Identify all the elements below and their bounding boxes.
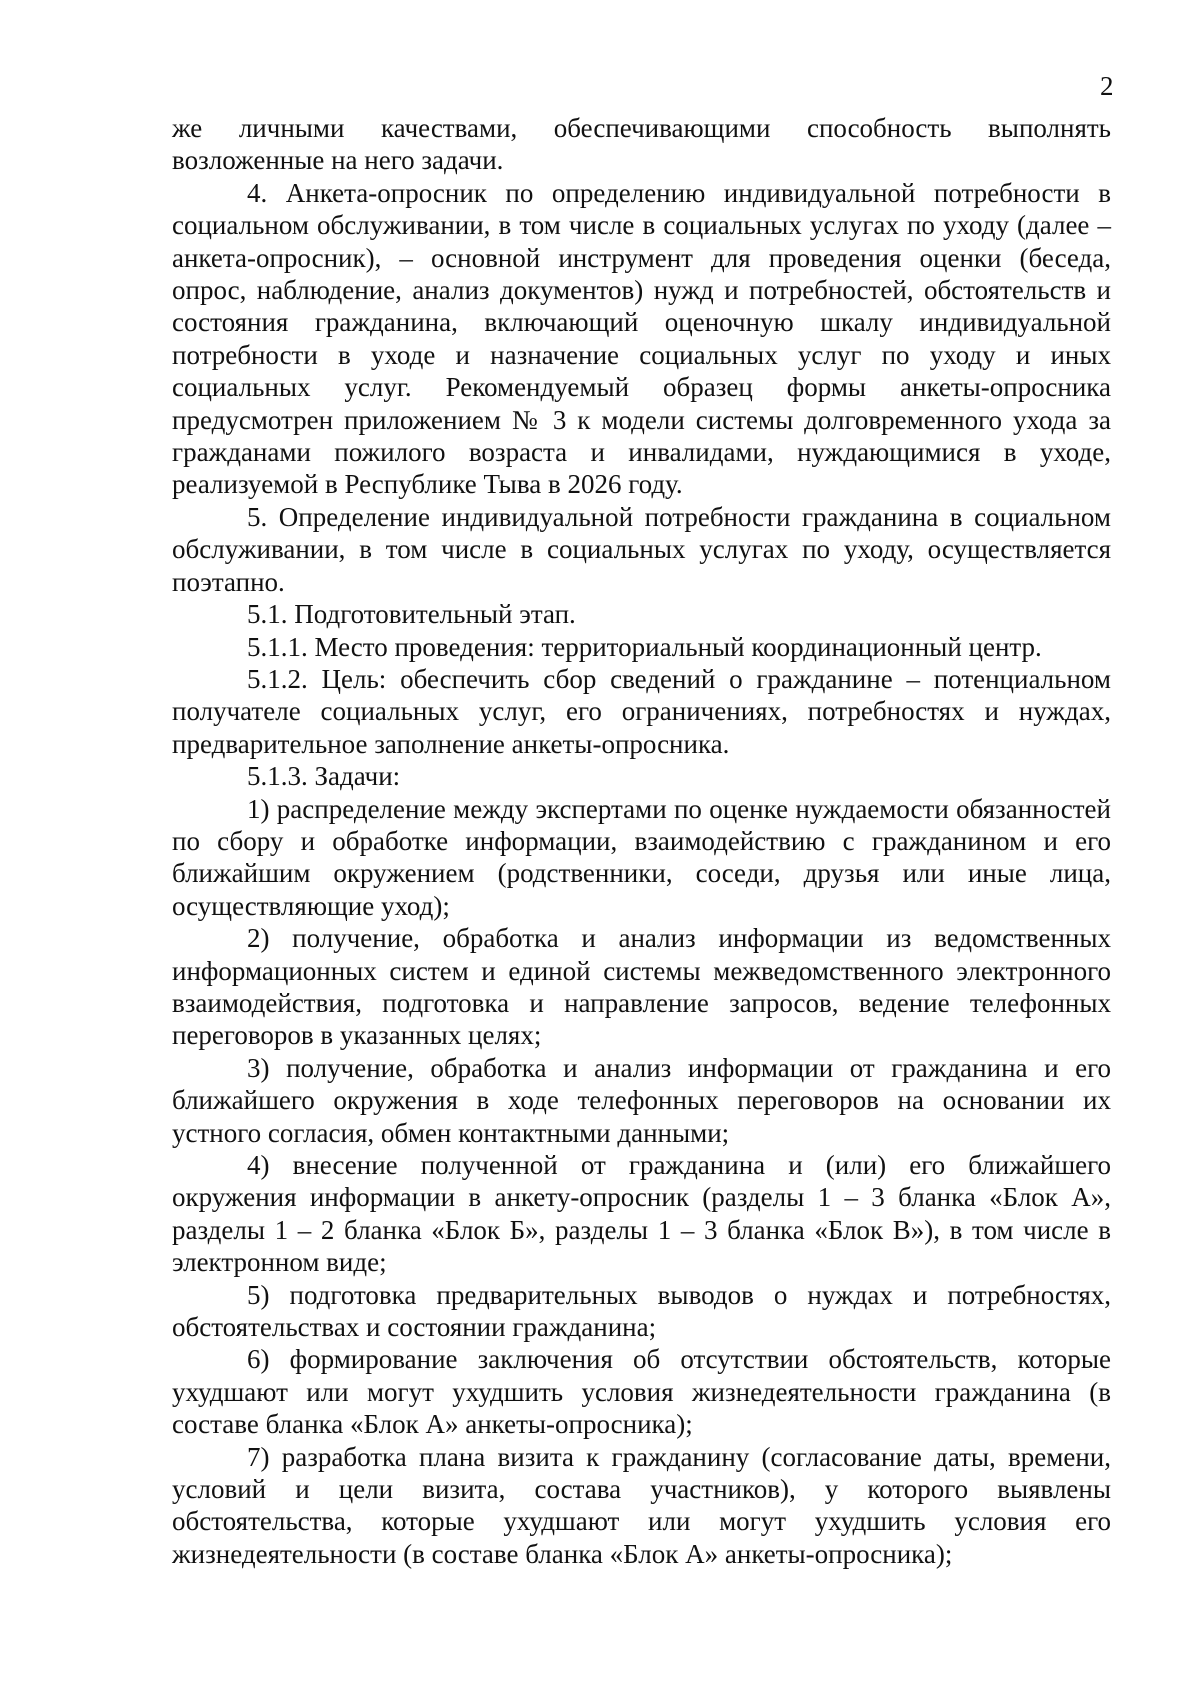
paragraph-item-5: 5. Определение индивидуальной потребности гражданина в социальном обслуживании, в том числе в социальных услугах по уходу, осуществляется поэтапно. — [172, 501, 1111, 597]
list-item-6: 6) формирование заключения об отсутствии обстоятельств, которые ухудшают или могут ухудшить условия жизнедеятельности гражданина (в составе бланка «Блок А» анкеты-опросника); — [172, 1344, 1111, 1440]
paragraph-item-5-1-2: 5.1.2. Цель: обеспечить сбор сведений о гражданине – потенциальном получателе социальных услуг, его ограничениях, потребностях и нуждах, предварительное заполнение анкеты-опросника. — [172, 663, 1111, 759]
list-item-4: 4) внесение полученной от гражданина и (или) его ближайшего окружения информации в анкету-опросник (разделы 1 – 3 бланка «Блок А», разделы 1 – 2 бланка «Блок Б», разделы 1 – 3 бланка «Блок В»), в том числе в электронном виде; — [172, 1150, 1111, 1278]
list-item-2: 2) получение, обработка и анализ информации из ведомственных информационных систем и единой системы межведомственного электронного взаимодействия, подготовка и направление запросов, ведение телефонных переговоров в указанных целях; — [172, 923, 1111, 1051]
paragraph-item-5-1-3: 5.1.3. Задачи: — [247, 761, 401, 792]
paragraph-continuation: же личными качествами, обеспечивающими способность выполнять возложенные на него задачи. — [172, 113, 1111, 176]
list-item-1: 1) распределение между экспертами по оценке нуждаемости обязанностей по сбору и обработке информации, взаимодействию с гражданином и его ближайшим окружением (родственники, соседи, друзья или иные лица, осуществляющие уход); — [172, 793, 1111, 921]
page-number: 2 — [1100, 71, 1114, 101]
document-body — [172, 112, 1111, 1570]
paragraph-item-5-1: 5.1. Подготовительный этап. — [247, 599, 576, 630]
paragraph-item-4: 4. Анкета-опросник по определению индивидуальной потребности в социальном обслуживании, в том числе в социальных услугах по уходу (далее – анкета-опросник), – основной инструмент для проведения оценки (беседа, опрос, наблюдение, анализ документов) нужд и потребностей, обстоятельств и состояния гражданина, включающий оценочную шкалу индивидуальной потребности в уходе и назначение социальных услуг по уходу и иных социальных услуг. Рекомендуемый образец формы анкеты-опросника предусмотрен приложением № 3 к модели системы долговременного ухода за гражданами пожилого возраста и инвалидами, нуждающимися в уходе, реализуемой в Республике Тыва в 2026 году. — [172, 177, 1111, 500]
paragraph-item-5-1-1: 5.1.1. Место проведения: территориальный координационный центр. — [247, 631, 1042, 662]
list-item-5: 5) подготовка предварительных выводов о нуждах и потребностях, обстоятельствах и состоянии гражданина; — [172, 1279, 1111, 1343]
list-item-7: 7) разработка плана визита к гражданину (согласование даты, времени, условий и цели визита, состава участников), у которого выявлены обстоятельства, которые ухудшают или могут ухудшить условия его жизнедеятельности (в составе бланка «Блок А» анкеты-опросника); — [172, 1441, 1111, 1569]
list-item-3: 3) получение, обработка и анализ информации от гражданина и его ближайшего окружения в ходе телефонных переговоров на основании их устного согласия, обмен контактными данными; — [172, 1052, 1111, 1148]
